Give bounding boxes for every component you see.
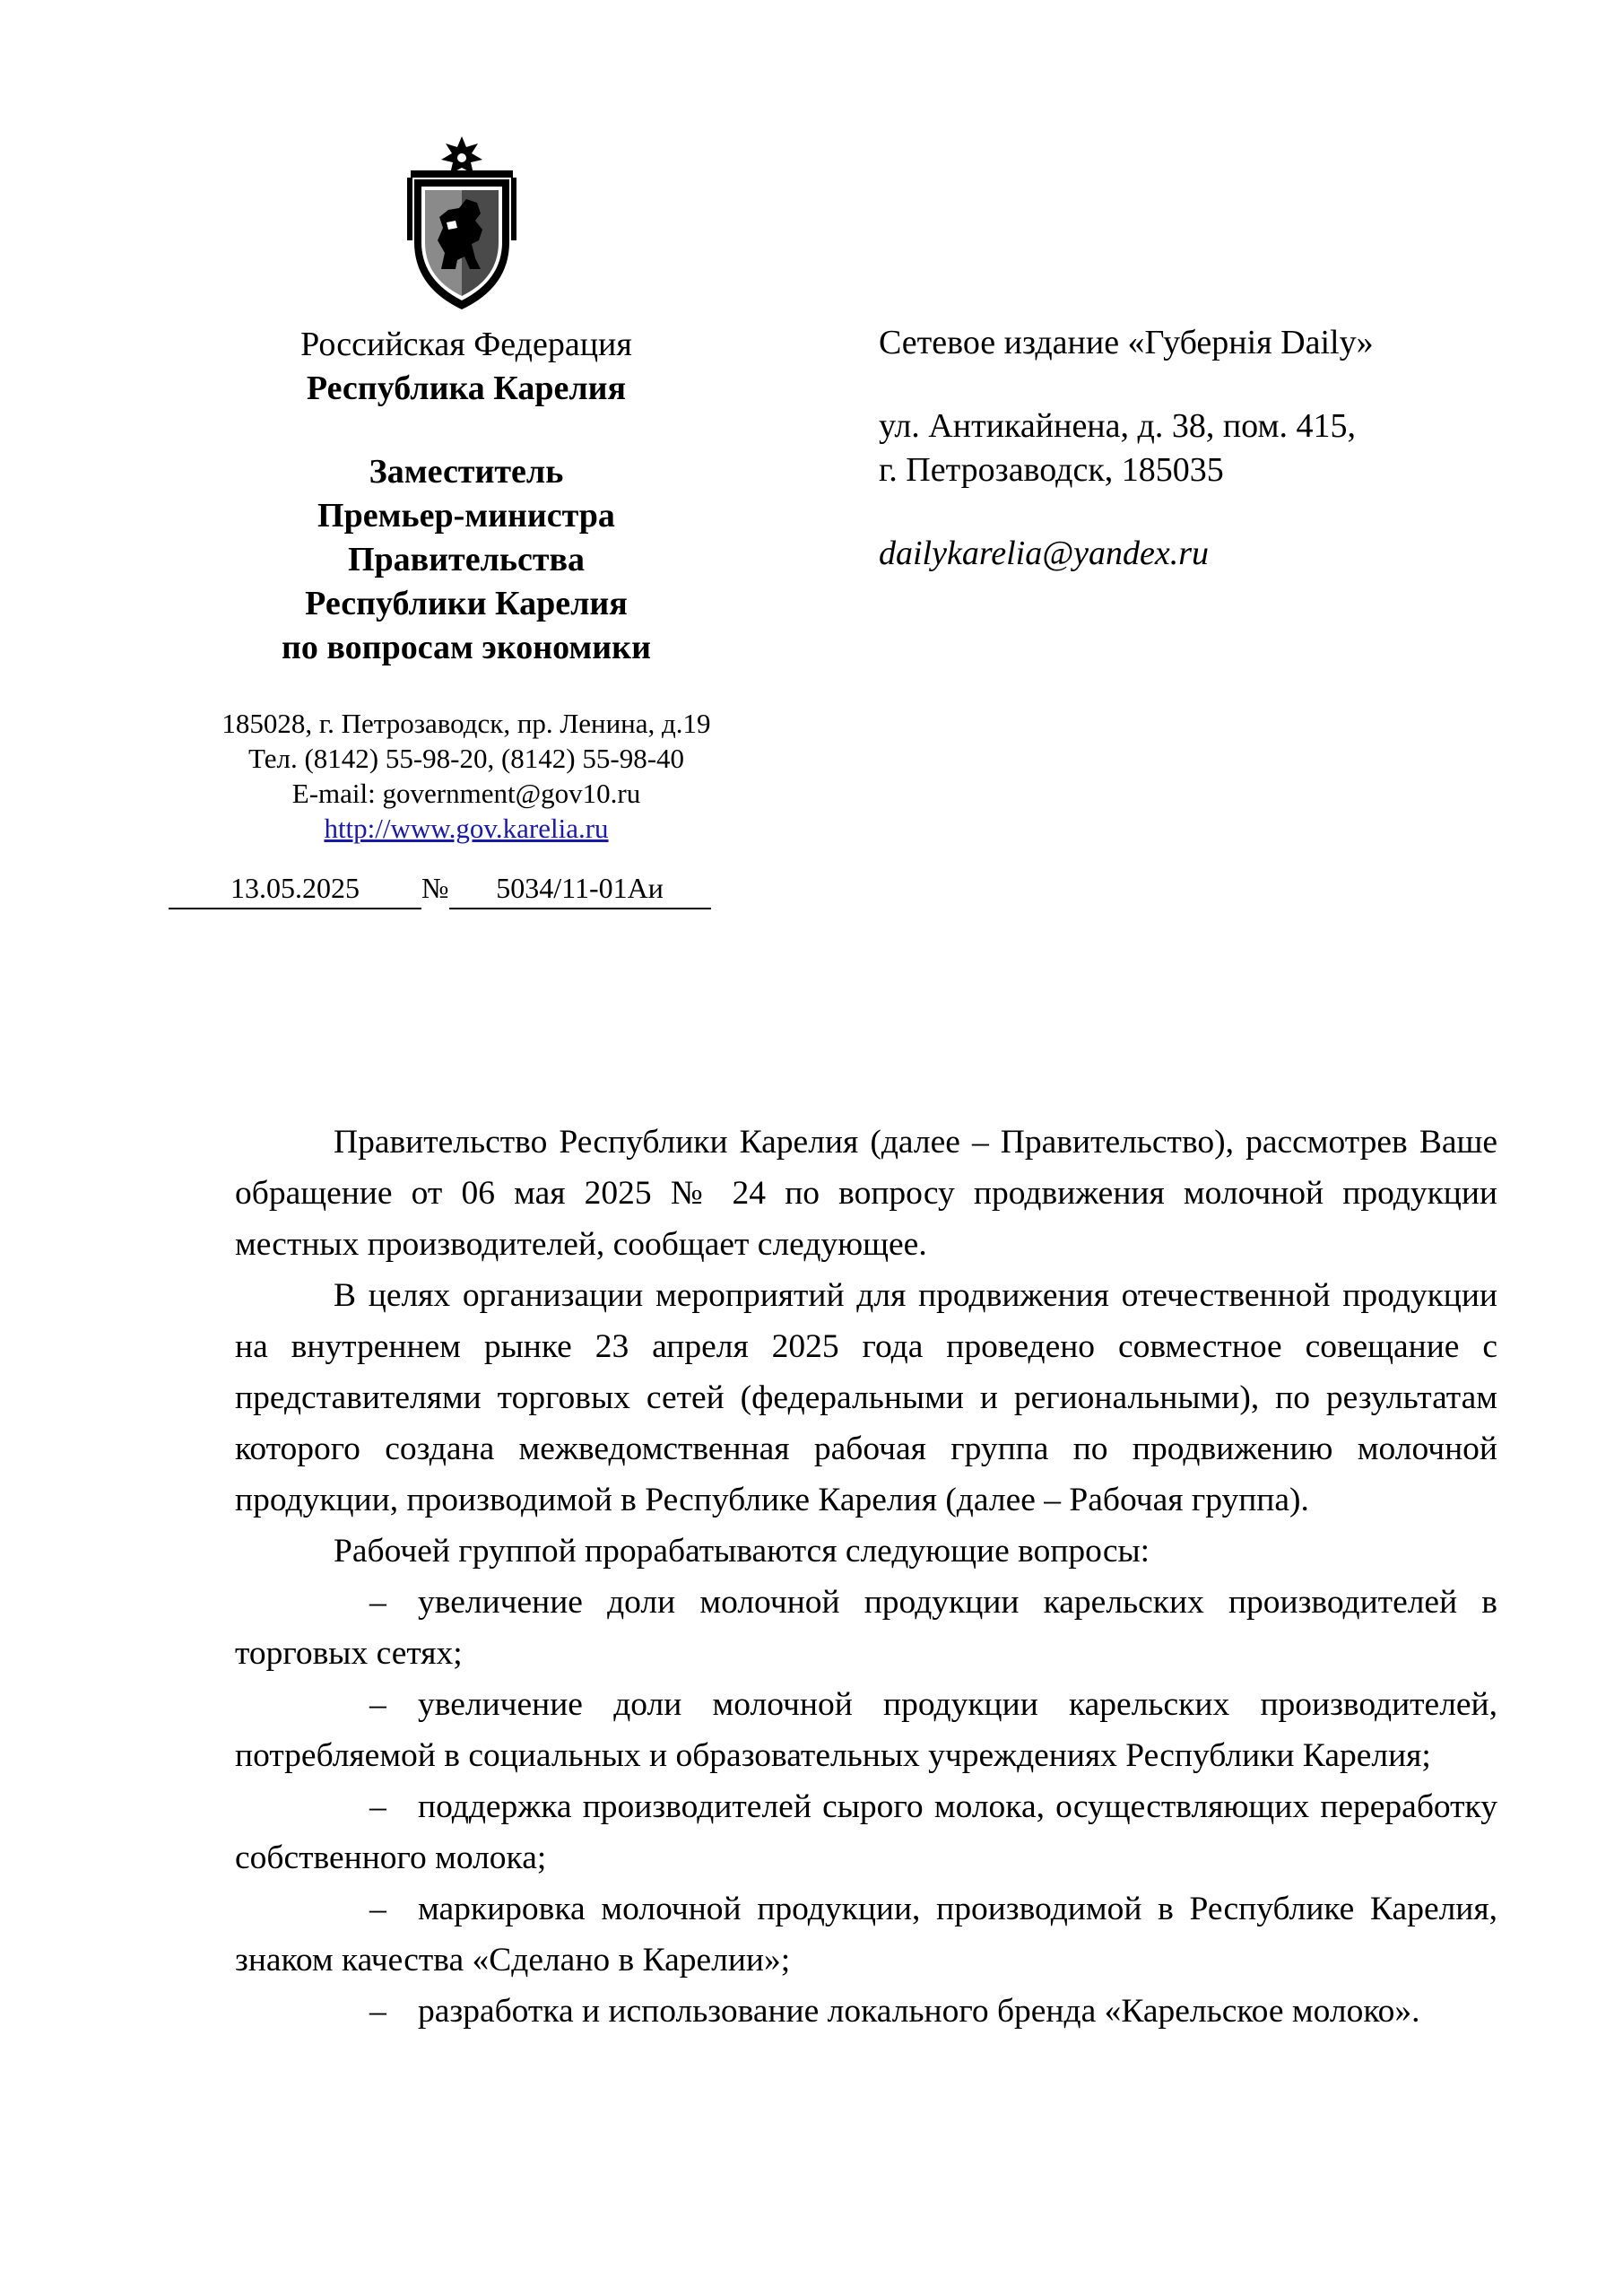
sender-address: 185028, г. Петрозаводск, пр. Ленина, д.19 — [221, 708, 711, 739]
recipient-email: dailykarelia@yandex.ru — [879, 535, 1210, 572]
coat-of-arms-emblem — [395, 135, 529, 314]
list-item — [235, 1986, 1497, 2037]
sender-phone: Тел. (8142) 55-98-20, (8142) 55-98-40 — [247, 743, 685, 774]
list-item-text: увеличение доли молочной продукции карельских производителей в торговых сетях; — [235, 1584, 1497, 1672]
list-item — [235, 1577, 1497, 1679]
body-paragraph-2: В целях организации мероприятий для продвижения отечественной продукции на внутреннем рынке 23 апреля 2025 года проведено совместное совещание с представителями торговых сетей (федеральными и региональными), по результатам которого создана межведомственная рабочая группа по продвижению молочной продукции, производимой в Республике Карелия (далее – Рабочая группа). — [235, 1277, 1497, 1518]
karelia-coat-of-arms-icon — [395, 135, 529, 314]
sender-contacts — [161, 706, 771, 846]
list-item — [235, 1781, 1497, 1883]
list-marker: – — [369, 1891, 386, 1927]
list-item — [235, 1883, 1497, 1986]
list-marker: – — [369, 1788, 386, 1825]
country-name: Российская Федерация — [300, 326, 632, 363]
sender-position-line-2: Премьер-министра — [317, 497, 615, 535]
list-marker: – — [369, 1993, 386, 2030]
list-item-text: маркировка молочной продукции, производимой в Республике Карелия, знаком качества «Сделано в Карелии»; — [235, 1891, 1497, 1979]
sender-block — [161, 323, 771, 846]
recipient-name: Сетевое издание «Губернiя Daily» — [879, 324, 1374, 361]
list-marker: – — [369, 1686, 386, 1723]
list-item-text: поддержка производителей сырого молока, осуществляющих переработку собственного молока; — [235, 1788, 1497, 1876]
recipient-address-line-2: г. Петрозаводск, 185035 — [879, 451, 1224, 489]
sender-position-line-1: Заместитель — [369, 453, 564, 491]
letter-body — [235, 1117, 1497, 2037]
sender-position-line-4: Республики Карелия — [305, 585, 628, 622]
list-marker: – — [369, 1584, 386, 1621]
list-item — [235, 1679, 1497, 1781]
number-sign: № — [421, 872, 449, 904]
list-item-text: увеличение доли молочной продукции карельских производителей, потребляемой в социальных и образовательных учреждениях Республики Карелия; — [235, 1686, 1497, 1774]
registration-line — [169, 870, 716, 909]
sender-website-link[interactable]: http://www.gov.karelia.ru — [324, 813, 609, 844]
body-paragraph-1: Правительство Республики Карелия (далее – Правительство), рассмотрев Ваше обращение от 06 мая 2025 № 24 по вопросу продвижения молочной продукции местных производителей, сообщает следующее. — [235, 1124, 1497, 1263]
recipient-block — [879, 321, 1524, 576]
document-number: 5034/11-01Аи — [449, 870, 711, 909]
sender-email: E-mail: government@gov10.ru — [291, 778, 641, 809]
list-item-text: разработка и использование локального бренда «Карельское молоко». — [418, 1993, 1420, 2030]
body-paragraph-3: Рабочей группой прорабатываются следующие вопросы: — [334, 1533, 1150, 1570]
region-name: Республика Карелия — [306, 370, 627, 407]
sender-position-line-5: по вопросам экономики — [282, 629, 651, 666]
recipient-address-line-1: ул. Антикайнена, д. 38, пом. 415, — [879, 407, 1356, 445]
sender-position-line-3: Правительства — [347, 541, 586, 578]
document-date: 13.05.2025 — [169, 870, 421, 909]
